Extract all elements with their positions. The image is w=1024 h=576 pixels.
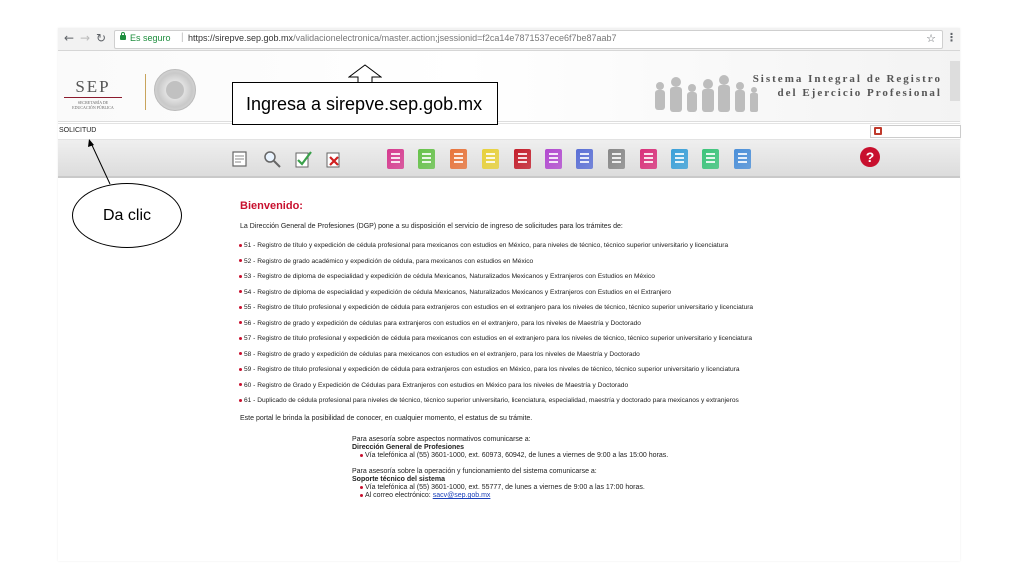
system-title-line2: del Ejercicio Profesional xyxy=(777,87,942,99)
procedure-label: 60 - Registro de Grado y Expedición de Cédulas para Extranjeros con estudios en México para los niveles de Maestría y Doctorado xyxy=(244,381,629,389)
procedure-label: 52 - Registro de grado académico y expedición de cédula, para mexicanos con estudios en México xyxy=(244,257,534,265)
list-item[interactable] xyxy=(239,238,753,254)
procedure-label: 58 - Registro de grado y expedición de cédulas para mexicanos con estudios en el extranjero, para los niveles de Maestría y Doctorado xyxy=(244,350,640,358)
procedure-label: 56 - Registro de grado y expedición de cédulas para extranjeros con estudios en el extranjero, para los niveles de Maestría y Doctorado xyxy=(244,319,641,327)
url-path: /validacionelectronica/master.action;jsessionid=f2ca14e7871537ece6f7be87aab7 xyxy=(293,33,617,43)
seal-center xyxy=(166,81,184,99)
list-item[interactable] xyxy=(239,285,753,301)
bullet-icon xyxy=(239,306,242,309)
people-silhouette-icon xyxy=(648,64,768,112)
document-icon-7[interactable] xyxy=(576,149,593,169)
document-icon-11[interactable] xyxy=(702,149,719,169)
solicitud-menu[interactable]: SOLICITUD xyxy=(59,127,97,134)
contact1-org: Dirección General de Profesiones xyxy=(352,444,465,451)
action-toolbar xyxy=(58,140,960,178)
cancel-icon[interactable] xyxy=(324,149,344,169)
browser-toolbar xyxy=(58,28,960,51)
star-icon[interactable]: ☆ xyxy=(926,32,936,45)
document-icon-4[interactable] xyxy=(482,149,499,169)
list-item[interactable] xyxy=(239,269,753,285)
sep-logo-line xyxy=(64,97,122,98)
url-text[interactable] xyxy=(188,33,617,43)
url-separator: | xyxy=(181,32,184,43)
callout-box: Ingresa a sirepve.sep.gob.mx xyxy=(232,82,498,125)
bullet-icon xyxy=(239,383,242,386)
new-request-icon[interactable] xyxy=(230,149,250,169)
contact1-intro: Para asesoría sobre aspectos normativos comunicarse a: xyxy=(352,436,531,443)
solicitud-bar xyxy=(58,123,960,140)
procedure-label: 51 - Registro de título y expedición de cédula profesional para mexicanos con estudios en México, para niveles de técnico, técnico superior universitario y licenciatura xyxy=(244,242,729,249)
search-icon[interactable] xyxy=(262,149,282,169)
click-ellipse: Da clic xyxy=(72,183,182,248)
procedure-label: 61 - Duplicado de cédula profesional para niveles de técnico, técnico superior universitario, licenciatura, especialidad, maestría y doctorado para mexicanos y extranjeros xyxy=(244,397,739,404)
validate-icon[interactable] xyxy=(293,149,313,169)
bullet-icon xyxy=(239,399,242,402)
contact2-org: Soporte técnico del sistema xyxy=(352,476,445,483)
document-icon-3[interactable] xyxy=(450,149,467,169)
portal-text: Este portal le brinda la posibilidad de conocer, en cualquier momento, el estatus de su trámite. xyxy=(240,415,533,422)
list-item[interactable] xyxy=(239,254,753,270)
home-box[interactable] xyxy=(870,125,961,138)
bullet-icon xyxy=(239,368,242,371)
contact-support xyxy=(352,468,645,500)
help-icon[interactable]: ? xyxy=(860,147,880,167)
contact1-phone: Vía telefónica al (55) 3601-1000, ext. 60973, 60942, de lunes a viernes de 9:00 a las 15:00 horas. xyxy=(365,452,669,459)
welcome-heading: Bienvenido: xyxy=(240,200,303,212)
document-icon-9[interactable] xyxy=(640,149,657,169)
contact2-phone: Vía telefónica al (55) 3601-1000, ext. 55777, de lunes a viernes de 9:00 a las 17:00 horas. xyxy=(365,484,645,491)
bullet-icon xyxy=(239,259,242,262)
list-item[interactable] xyxy=(239,300,753,316)
arrow-left-icon[interactable]: ← xyxy=(63,31,75,45)
bullet-icon xyxy=(239,244,242,247)
contact2-intro: Para asesoría sobre la operación y funcionamiento del sistema comunicarse a: xyxy=(352,468,597,475)
bullet-icon xyxy=(239,321,242,324)
up-arrow-annotation xyxy=(348,64,382,84)
procedure-label: 55 - Registro de título profesional y expedición de cédula para extranjeros con estudios en el extranjero para los niveles de técnico, técnico superior universitario y licenciatura xyxy=(244,304,754,311)
support-email-link[interactable]: sacv@sep.gob.mx xyxy=(432,492,491,499)
logo-divider xyxy=(145,74,146,110)
system-title xyxy=(753,72,942,100)
bullet-icon xyxy=(360,486,363,489)
document-icon-12[interactable] xyxy=(734,149,751,169)
procedures-list xyxy=(239,238,753,409)
bullet-icon xyxy=(239,337,242,340)
document-icon-8[interactable] xyxy=(608,149,625,169)
list-item[interactable] xyxy=(239,316,753,332)
kebab-menu-icon[interactable]: ⋮ xyxy=(946,31,957,44)
arrow-right-icon[interactable]: → xyxy=(79,31,91,45)
procedure-label: 57 - Registro de título profesional y expedición de cédula para mexicanos con estudios en el extranjero para los niveles de técnico, técnico superior universitario y licenciatura xyxy=(244,335,752,342)
sep-logo[interactable] xyxy=(62,78,124,118)
bullet-icon xyxy=(239,352,242,355)
system-title-line1: Sistema Integral de Registro xyxy=(752,73,942,85)
lock-icon xyxy=(120,35,126,40)
list-item[interactable] xyxy=(239,331,753,347)
national-seal-icon xyxy=(154,69,196,111)
slide-frame xyxy=(58,28,960,561)
reload-icon[interactable]: ↻ xyxy=(95,31,107,45)
bullet-icon xyxy=(239,275,242,278)
intro-text: La Dirección General de Profesiones (DGP) pone a su disposición el servicio de ingreso de solicitudes para los trámites de: xyxy=(240,223,623,230)
main-content xyxy=(58,178,960,561)
home-icon[interactable] xyxy=(874,127,882,135)
contact-normative xyxy=(352,436,668,460)
address-bar[interactable] xyxy=(114,30,943,49)
procedure-label: 59 - Registro de título profesional y expedición de cédula para extranjeros con estudios en México, para los niveles de técnico, técnico superior universitario y licenciatura xyxy=(244,366,740,373)
url-host: https://sirepve.sep.gob.mx xyxy=(188,33,294,43)
bullet-icon xyxy=(239,290,242,293)
contact2-email-label: Al correo electrónico: xyxy=(365,492,431,499)
procedure-label: 54 - Registro de diploma de especialidad y expedición de cédula Mexicanos, Naturalizados Mexicanos y Extranjeros con Estudios en el Extranjero xyxy=(244,288,671,296)
document-icon-6[interactable] xyxy=(545,149,562,169)
secure-label: Es seguro xyxy=(130,33,171,43)
list-item[interactable] xyxy=(239,393,753,409)
procedure-label: 53 - Registro de diploma de especialidad y expedición de cédula Mexicanos, Naturalizados Mexicanos y Extranjeros con Estudios en México xyxy=(244,273,655,280)
bullet-icon xyxy=(360,454,363,457)
document-icon-2[interactable] xyxy=(418,149,435,169)
sep-logo-text: SEP xyxy=(75,77,111,96)
document-icon-5[interactable] xyxy=(514,149,531,169)
list-item[interactable] xyxy=(239,378,753,394)
list-item[interactable] xyxy=(239,347,753,363)
document-icon-1[interactable] xyxy=(387,149,404,169)
sep-logo-sub2: EDUCACIÓN PÚBLICA xyxy=(72,105,114,110)
sep-logo-sub1: SECRETARÍA DE xyxy=(77,100,109,105)
document-icon-10[interactable] xyxy=(671,149,688,169)
header-right-bar xyxy=(950,61,960,101)
list-item[interactable] xyxy=(239,362,753,378)
bullet-icon xyxy=(360,494,363,497)
